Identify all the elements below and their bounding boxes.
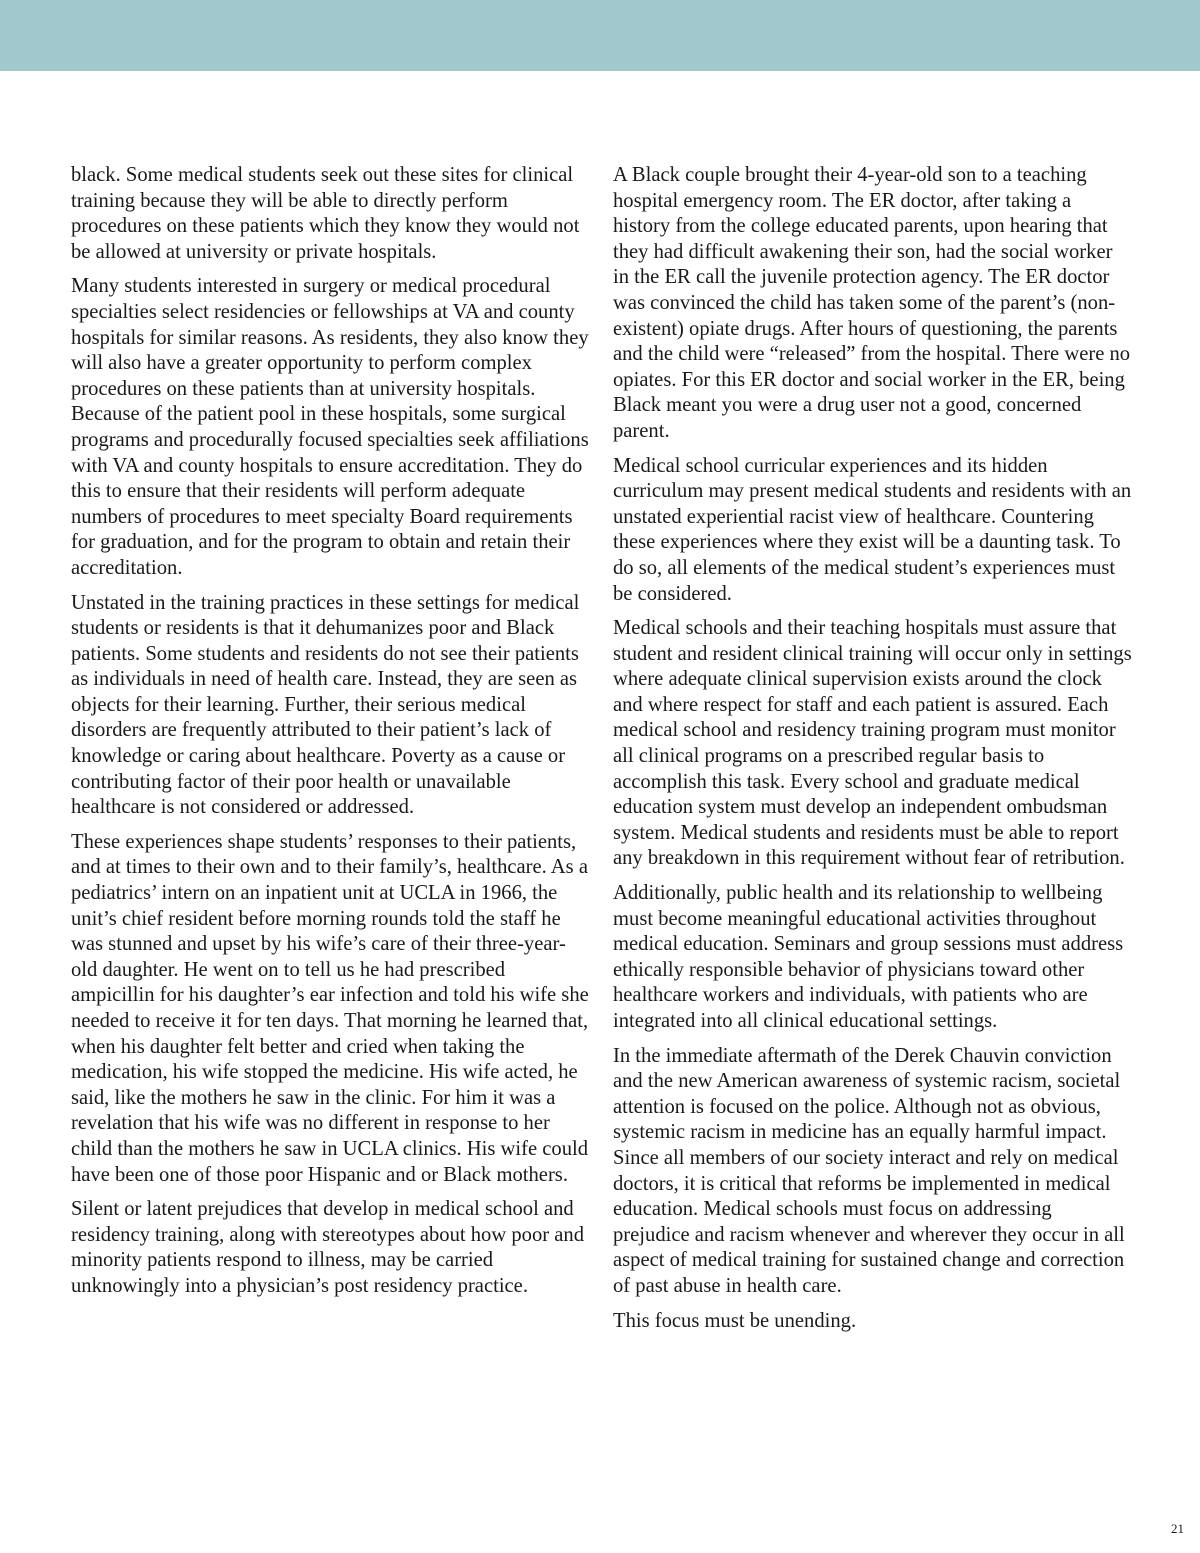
paragraph: A Black couple brought their 4-year-old son to a teaching hospital emergency room. The ER doctor, after taking a history from the college educated parents, upon hearing that they had difficult awakening their son, had the social worker in the ER call the juvenile protection agency. The ER doctor was convinced the child has taken some of the parent’s (non-existent) opiate drugs. After hours of questioning, the parents and the child were “released” from the hospital. There were no opiates. For this ER doctor and social worker in the ER, being Black meant you were a drug user not a good, concerned parent.: [613, 164, 1131, 442]
right-column: [613, 163, 1133, 1343]
paragraph: Unstated in the training practices in these settings for medical students or residents is that it dehumanizes poor and Black patients. Some students and residents do not see their patients as individuals in need of health care. Instead, they are seen as objects for their learning. Further, their serious medical disorders are frequently attributed to their patient’s lack of knowledge or caring about healthcare. Poverty as a cause or contributing factor of their poor health or unavailable healthcare is not considered or addressed.: [71, 591, 580, 819]
left-column: [71, 163, 591, 1309]
paragraph: In the immediate aftermath of the Derek Chauvin conviction and the new American awareness of systemic racism, societal attention is focused on the police. Although not as obvious, systemic racism in medicine has an equally harmful impact. Since all members of our society interact and rely on medical doctors, it is critical that reforms be implemented in medical education. Medical schools must focus on addressing prejudice and racism whenever and wherever they occur in all aspect of medical training for sustained change and correction of past abuse in health care.: [613, 1044, 1125, 1297]
paragraph: Many students interested in surgery or medical procedural specialties select residencies or fellowships at VA and county hospitals for similar reasons. As residents, they also know they will also have a greater opportunity to perform complex procedures on these patients than at university hospitals. Because of the patient pool in these hospitals, some surgical programs and procedurally focused specialties seek affiliations with VA and county hospitals to ensure accreditation. They do this to ensure that their residents will perform adequate numbers of procedures to meet specialty Board requirements for graduation, and for the program to obtain and retain their accreditation.: [71, 275, 589, 579]
paragraph: This focus must be unending.: [613, 1309, 857, 1332]
paragraph: Medical school curricular experiences and its hidden curriculum may present medical students and residents with an unstated experiential racist view of healthcare. Countering these experiences where they exist will be a daunting task. To do so, all elements of the medical student’s experiences must be considered.: [613, 454, 1132, 605]
header-band: [0, 0, 1200, 71]
paragraph: Medical schools and their teaching hospitals must assure that student and resident clinical training will occur only in settings where adequate clinical supervision exists around the clock and where respect for staff and each patient is assured. Each medical school and residency training program must monitor all clinical programs on a prescribed regular basis to accomplish this task. Every school and graduate medical education system must develop an independent ombudsman system. Medical students and residents must be able to report any breakdown in this requirement without fear of retribution.: [613, 617, 1132, 870]
paragraph: Silent or latent prejudices that develop in medical school and residency training, along with stereotypes about how poor and minority patients respond to illness, may be carried unknowingly into a physician’s post residency practice.: [71, 1198, 585, 1297]
paragraph: black. Some medical students seek out these sites for clinical training because they will be able to directly perform procedures on these patients which they know they would not be allowed at university or private hospitals.: [71, 164, 580, 263]
paragraph: Additionally, public health and its relationship to wellbeing must become meaningful educational activities throughout medical education. Seminars and group sessions must address ethically responsible behavior of physicians toward other healthcare workers and individuals, with patients who are integrated into all clinical educational settings.: [613, 882, 1124, 1032]
paragraph: These experiences shape students’ responses to their patients, and at times to their own and to their family’s, healthcare. As a pediatrics’ intern on an inpatient unit at UCLA in 1966, the unit’s chief resident before morning rounds told the staff he was stunned and upset by his wife’s care of their three-year-old daughter. He went on to tell us he had prescribed ampicillin for his daughter’s ear infection and told his wife she needed to receive it for ten days. That morning he learned that, when his daughter felt better and cried when taking the medication, his wife stopped the medicine. His wife acted, he said, like the mothers he saw in the clinic. For him it was a revelation that his wife was no different in response to her child than the mothers he saw in UCLA clinics. His wife could have been one of those poor Hispanic and or Black mothers.: [71, 830, 589, 1186]
page-number: 21: [1171, 1521, 1184, 1536]
